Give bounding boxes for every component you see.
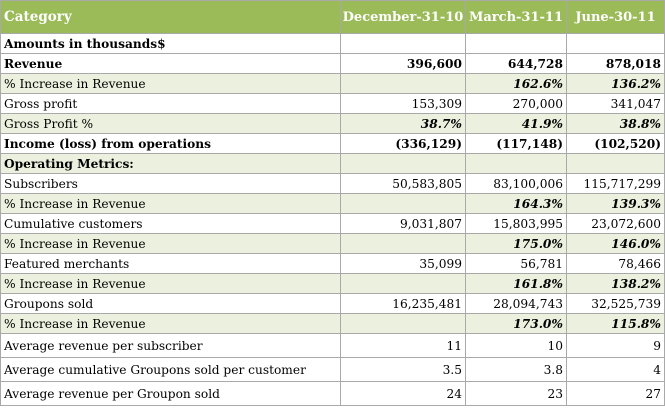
value-cell xyxy=(341,34,466,54)
row-label: Gross Profit % xyxy=(1,114,341,134)
table-row xyxy=(1,334,665,358)
value-cell xyxy=(466,34,567,54)
table-row xyxy=(1,94,665,114)
value-cell: 3.8 xyxy=(466,358,567,382)
row-label: % Increase in Revenue xyxy=(1,234,341,254)
row-label: Amounts in thousands$ xyxy=(1,34,341,54)
value-cell xyxy=(341,314,466,334)
row-label: Average revenue per subscriber xyxy=(1,334,341,358)
value-cell: 32,525,739 xyxy=(567,294,665,314)
row-label: Operating Metrics: xyxy=(1,154,341,174)
value-cell xyxy=(567,154,665,174)
column-header-mar-31-11: March-31-11 xyxy=(466,1,567,34)
value-cell: 175.0% xyxy=(466,234,567,254)
table-row xyxy=(1,294,665,314)
value-cell: 341,047 xyxy=(567,94,665,114)
table-row xyxy=(1,114,665,134)
value-cell xyxy=(341,274,466,294)
table-row xyxy=(1,194,665,214)
value-cell: 28,094,743 xyxy=(466,294,567,314)
value-cell xyxy=(567,34,665,54)
table-row xyxy=(1,174,665,194)
table-row xyxy=(1,382,665,406)
value-cell: 644,728 xyxy=(466,54,567,74)
category-header: Category xyxy=(1,1,341,34)
value-cell: 24 xyxy=(341,382,466,406)
value-cell: 115.8% xyxy=(567,314,665,334)
row-label: % Increase in Revenue xyxy=(1,194,341,214)
row-label: Average revenue per Groupon sold xyxy=(1,382,341,406)
value-cell xyxy=(341,234,466,254)
value-cell: 41.9% xyxy=(466,114,567,134)
table-row xyxy=(1,54,665,74)
value-cell: 15,803,995 xyxy=(466,214,567,234)
row-label: Gross profit xyxy=(1,94,341,114)
value-cell: 10 xyxy=(466,334,567,358)
value-cell: (117,148) xyxy=(466,134,567,154)
table-row xyxy=(1,214,665,234)
column-header-jun-30-11: June-30-11 xyxy=(567,1,665,34)
table-row xyxy=(1,358,665,382)
value-cell: 270,000 xyxy=(466,94,567,114)
value-cell: 9 xyxy=(567,334,665,358)
table-row xyxy=(1,34,665,54)
value-cell: 9,031,807 xyxy=(341,214,466,234)
value-cell: 878,018 xyxy=(567,54,665,74)
value-cell: (336,129) xyxy=(341,134,466,154)
value-cell: 56,781 xyxy=(466,254,567,274)
value-cell: 164.3% xyxy=(466,194,567,214)
value-cell: 23 xyxy=(466,382,567,406)
value-cell: 162.6% xyxy=(466,74,567,94)
value-cell: 50,583,805 xyxy=(341,174,466,194)
value-cell xyxy=(341,74,466,94)
row-label: Income (loss) from operations xyxy=(1,134,341,154)
value-cell: 396,600 xyxy=(341,54,466,74)
value-cell xyxy=(341,154,466,174)
table-row xyxy=(1,154,665,174)
value-cell: 38.7% xyxy=(341,114,466,134)
value-cell xyxy=(341,194,466,214)
value-cell: 139.3% xyxy=(567,194,665,214)
header-row xyxy=(1,1,665,34)
value-cell: 161.8% xyxy=(466,274,567,294)
table-row xyxy=(1,254,665,274)
value-cell: 138.2% xyxy=(567,274,665,294)
value-cell: 11 xyxy=(341,334,466,358)
row-label: % Increase in Revenue xyxy=(1,274,341,294)
value-cell: 153,309 xyxy=(341,94,466,114)
value-cell: 173.0% xyxy=(466,314,567,334)
row-label: Cumulative customers xyxy=(1,214,341,234)
table-row xyxy=(1,274,665,294)
table-row xyxy=(1,234,665,254)
row-label: % Increase in Revenue xyxy=(1,314,341,334)
value-cell: 115,717,299 xyxy=(567,174,665,194)
value-cell: 16,235,481 xyxy=(341,294,466,314)
value-cell: 4 xyxy=(567,358,665,382)
row-label: Featured merchants xyxy=(1,254,341,274)
row-label: Average cumulative Groupons sold per customer xyxy=(1,358,341,382)
value-cell: 83,100,006 xyxy=(466,174,567,194)
value-cell: 27 xyxy=(567,382,665,406)
value-cell: 35,099 xyxy=(341,254,466,274)
table-row xyxy=(1,314,665,334)
row-label: Revenue xyxy=(1,54,341,74)
value-cell: 78,466 xyxy=(567,254,665,274)
row-label: Subscribers xyxy=(1,174,341,194)
value-cell: 23,072,600 xyxy=(567,214,665,234)
value-cell: 38.8% xyxy=(567,114,665,134)
table-row xyxy=(1,74,665,94)
value-cell: 146.0% xyxy=(567,234,665,254)
value-cell xyxy=(466,154,567,174)
column-header-dec-31-10: December-31-10 xyxy=(341,1,466,34)
table-row xyxy=(1,134,665,154)
value-cell: 3.5 xyxy=(341,358,466,382)
value-cell: (102,520) xyxy=(567,134,665,154)
table-body xyxy=(1,1,665,406)
row-label: % Increase in Revenue xyxy=(1,74,341,94)
row-label: Groupons sold xyxy=(1,294,341,314)
value-cell: 136.2% xyxy=(567,74,665,94)
